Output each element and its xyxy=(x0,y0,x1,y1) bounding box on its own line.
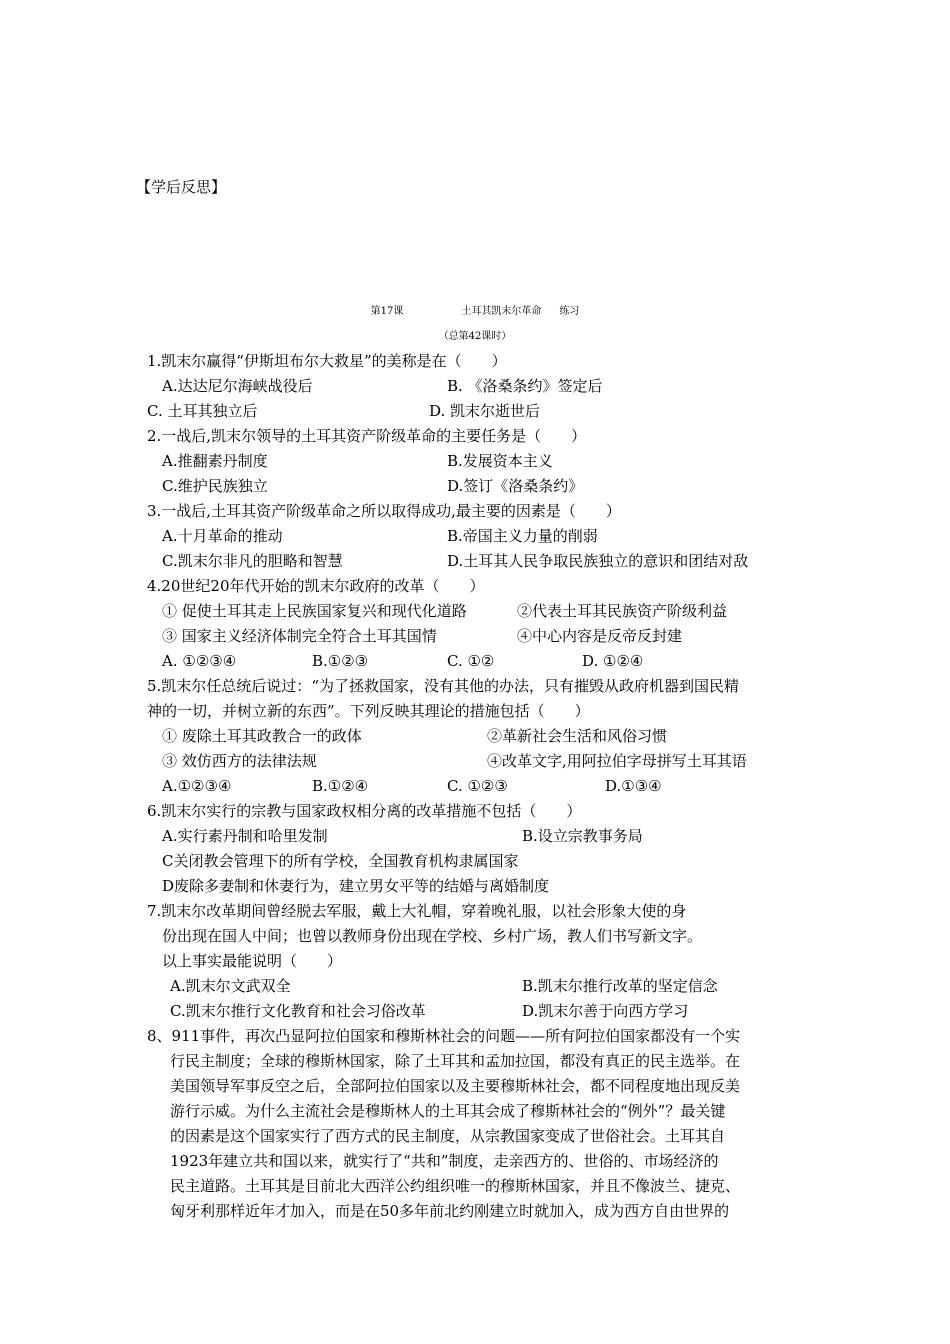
q6-stem: 6.凯末尔实行的宗教与国家政权相分离的改革措施不包括（ ） xyxy=(147,802,582,820)
q4-statement-1: ① 促使土耳其走上民族国家复兴和现代化道路 xyxy=(162,602,467,620)
q1-option-b: B. 《洛桑条约》签定后 xyxy=(447,377,603,395)
q1-option-c: C. 土耳其独立后 xyxy=(147,402,258,420)
q5-option-d: D.①③④ xyxy=(605,777,662,795)
q7-stem-line-3: 以上事实最能说明（ ） xyxy=(162,952,343,970)
q2-option-d: D.签订《洛桑条约》 xyxy=(447,477,584,495)
q4-stem: 4.20世纪20年代开始的凯末尔政府的改革（ ） xyxy=(147,577,485,595)
q5-stem-line-2: 神的一切，并树立新的东西”。下列反映其理论的措施包括（ ） xyxy=(147,702,590,720)
q6-option-c: C关闭教会管理下的所有学校，全国教育机构隶属国家 xyxy=(162,852,519,870)
q1-stem: 1.凯末尔赢得“伊斯坦布尔大救星”的美称是在（ ） xyxy=(147,352,507,370)
q3-stem: 3.一战后,土耳其资产阶级革命之所以取得成功,最主要的因素是（ ） xyxy=(147,502,621,520)
q8-line-7: 民主道路。土耳其是目前北大西洋公约组织唯一的穆斯林国家，并且不像波兰、捷克、 xyxy=(170,1177,741,1195)
q7-option-b: B.凯末尔推行改革的坚定信念 xyxy=(522,977,718,995)
q7-stem-line-1: 7.凯末尔改革期间曾经脱去军服，戴上大礼帽，穿着晚礼服，以社会形象大使的身 xyxy=(147,902,687,920)
q8-line-1: 8、911事件，再次凸显阿拉伯国家和穆斯林社会的问题——所有阿拉伯国家都没有一个实 xyxy=(147,1027,741,1045)
q8-line-3: 美国领导军事反空之后，全部阿拉伯国家以及主要穆斯林社会，都不同程度地出现反美 xyxy=(170,1077,741,1095)
q6-option-d: D废除多妻制和休妻行为，建立男女平等的结婚与离婚制度 xyxy=(162,877,550,895)
q4-option-c: C. ①② xyxy=(447,652,495,670)
q2-option-b: B.发展资本主义 xyxy=(447,452,553,470)
q5-stem-line-1: 5.凯末尔任总统后说过：“为了拯救国家，没有其他的办法，只有摧毁从政府机器到国民精 xyxy=(147,677,739,695)
q3-option-d: D.土耳其人民争取民族独立的意识和团结对敌 xyxy=(447,552,749,570)
q5-option-a: A.①②③④ xyxy=(162,777,232,795)
q8-line-5: 的因素是这个国家实行了西方式的民主制度，从宗教国家变成了世俗社会。土耳其自 xyxy=(170,1127,726,1145)
q8-line-6: 1923年建立共和国以来，就实行了“共和”制度，走亲西方的、世俗的、市场经济的 xyxy=(170,1152,719,1170)
q3-option-a: A.十月革命的推动 xyxy=(162,527,283,545)
q2-option-c: C.维护民族独立 xyxy=(162,477,268,495)
lesson-name: 土耳其凯末尔革命 xyxy=(461,306,542,317)
q3-option-b: B.帝国主义力量的削弱 xyxy=(447,527,598,545)
page-subtitle: （总第42课时） xyxy=(438,331,512,342)
q8-line-2: 行民主制度；全球的穆斯林国家，除了土耳其和孟加拉国，都没有真正的民主选举。在 xyxy=(170,1052,741,1070)
q2-option-a: A.推翻素丹制度 xyxy=(162,452,268,470)
q5-option-b: B.①②④ xyxy=(312,777,369,795)
q4-option-a: A. ①②③④ xyxy=(162,652,237,670)
q7-option-d: D.凯末尔善于向西方学习 xyxy=(522,1002,689,1020)
q4-option-d: D. ①②④ xyxy=(582,652,644,670)
q2-stem: 2.一战后,凯末尔领导的土耳其资产阶级革命的主要任务是（ ） xyxy=(147,427,587,445)
title-suffix: 练习 xyxy=(559,306,580,317)
q1-option-a: A.达达尼尔海峡战役后 xyxy=(162,377,313,395)
q6-option-b: B.设立宗教事务局 xyxy=(522,827,643,845)
q7-option-a: A.凯末尔文武双全 xyxy=(170,977,291,995)
lesson-number: 第17课 xyxy=(370,306,404,317)
q7-stem-line-2: 份出现在国人中间；也曾以教师身份出现在学校、乡村广场，教人们书写新文字。 xyxy=(162,927,703,945)
page-title xyxy=(0,302,950,322)
q3-option-c: C.凯末尔非凡的胆略和智慧 xyxy=(162,552,343,570)
q6-option-a: A.实行素丹制和哈里发制 xyxy=(162,827,328,845)
q1-option-d: D. 凯末尔逝世后 xyxy=(429,402,541,420)
q5-option-c: C. ①②③ xyxy=(447,777,508,795)
q4-statement-4: ④中心内容是反帝反封建 xyxy=(517,627,683,645)
section-heading: 【学后反思】 xyxy=(136,178,227,196)
q5-statement-4: ④改革文字,用阿拉伯字母拼写土耳其语 xyxy=(487,752,747,770)
q8-line-4: 游行示威。为什么主流社会是穆斯林人的土耳其会成了穆斯林社会的“例外”？最关键 xyxy=(170,1102,726,1120)
q5-statement-1: ① 废除土耳其政教合一的政体 xyxy=(162,727,362,745)
q7-option-c: C.凯末尔推行文化教育和社会习俗改革 xyxy=(170,1002,426,1020)
q4-statement-3: ③ 国家主义经济体制完全符合土耳其国情 xyxy=(162,627,437,645)
q4-statement-2: ②代表土耳其民族资产阶级利益 xyxy=(517,602,728,620)
q5-statement-2: ②革新社会生活和风俗习惯 xyxy=(487,727,668,745)
q8-line-8: 匈牙利那样近年才加入，而是在50多年前北约刚建立时就加入，成为西方自由世界的 xyxy=(170,1202,730,1220)
q5-statement-3: ③ 效仿西方的法律法规 xyxy=(162,752,317,770)
q4-option-b: B.①②③ xyxy=(312,652,369,670)
